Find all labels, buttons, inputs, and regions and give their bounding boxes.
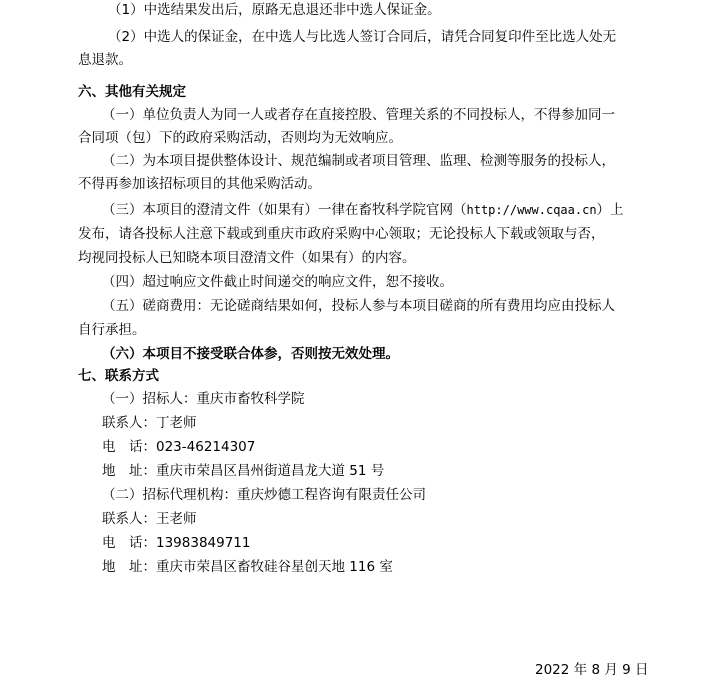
rule-2-continued: 不得再参加该招标项目的其他采购活动。	[78, 176, 321, 192]
rule-4: （四）超过响应文件截止时间递交的响应文件，恕不接收。	[102, 274, 453, 290]
rule-2: （二）为本项目提供整体设计、规范编制或者项目管理、监理、检测等服务的投标人，	[102, 153, 615, 169]
rule-1: （一）单位负责人为同一人或者存在直接控股、管理关系的不同投标人，不得参加同一	[102, 107, 615, 123]
rule-3-text: （三）本项目的澄清文件（如果有）一律在畜牧科学院官网（	[102, 202, 467, 218]
document-date: 2022 年 8 月 9 日	[535, 662, 649, 678]
rule-5: （五）磋商费用：无论磋商结果如何，投标人参与本项目磋商的所有费用均应由投标人	[102, 298, 615, 314]
rule-6: （六）本项目不接受联合体参，否则按无效处理。	[102, 346, 399, 362]
rule-1-continued: 合同项（包）下的政府采购活动，否则均为无效响应。	[78, 130, 402, 146]
tenderer: （一）招标人：重庆市畜牧科学院	[102, 391, 305, 407]
section-six-heading: 六、其他有关规定	[78, 84, 186, 100]
section-seven-heading: 七、联系方式	[78, 368, 159, 384]
tenderer-phone: 电 话：023-46214307	[102, 439, 256, 455]
website-url: http://www.cqaa.cn	[466, 203, 597, 217]
tenderer-contact: 联系人：丁老师	[102, 415, 197, 431]
rule-3-continued-2: 均视同投标人已知晓本项目澄清文件（如果有）的内容。	[78, 250, 416, 266]
rule-3-continued-1: 发布，请各投标人注意下载或到重庆市政府采购中心领取；无论投标人下载或领取与否，	[78, 226, 605, 242]
refund-clause-2: （2）中选人的保证金，在中选人与比选人签订合同后，请凭合同复印件至比选人处无	[108, 29, 617, 45]
rule-3	[102, 200, 624, 220]
tenderer-address: 地 址：重庆市荣昌区昌州街道昌龙大道 51 号	[102, 463, 385, 479]
agency-phone: 电 话：13983849711	[102, 535, 251, 551]
rule-5-continued: 自行承担。	[78, 322, 146, 338]
refund-clause-2-continued: 息退款。	[78, 52, 132, 68]
refund-clause-1: （1）中选结果发出后，原路无息退还非中选人保证金。	[108, 2, 441, 18]
agency: （二）招标代理机构：重庆炒德工程咨询有限责任公司	[102, 487, 426, 503]
agency-contact: 联系人：王老师	[102, 511, 197, 527]
agency-address: 地 址：重庆市荣昌区畜牧硅谷星创天地 116 室	[102, 559, 393, 575]
rule-3-text-end: ）上	[596, 202, 624, 218]
